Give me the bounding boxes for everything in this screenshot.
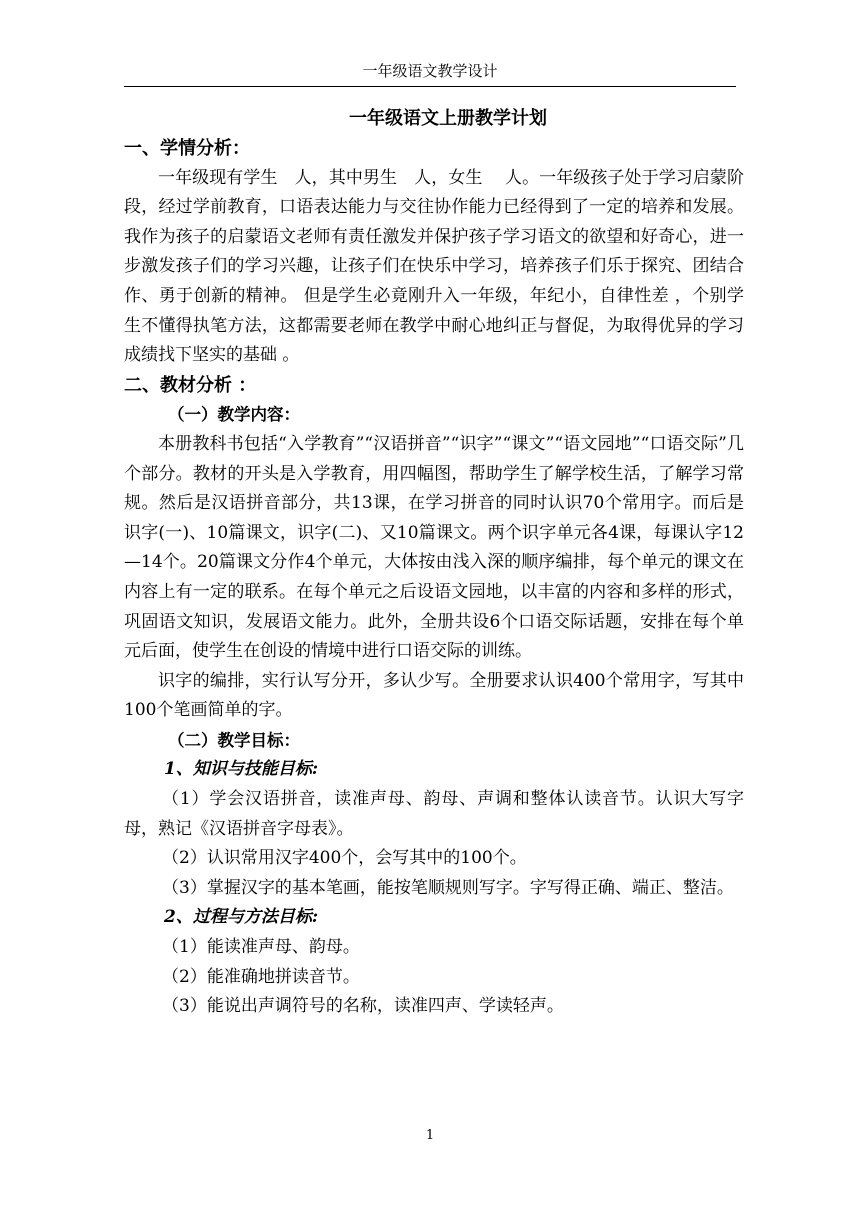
literacy-paragraph: 识字的编排，实行认写分开，多认少写。全册要求认识400个常用字，写其中100个笔画简单的字。 (124, 670, 744, 721)
section-heading-analysis: 一、学情分析： (124, 138, 250, 159)
goal-item: （3）能说出声调符号的名称，读准四声、学读轻声。 (162, 996, 564, 1017)
subheading-content: （一）教学内容： (168, 405, 300, 425)
document-body (124, 134, 744, 1022)
analysis-paragraph: 一年级现有学生 人，其中男生 人，女生 人。一年级孩子处于学习启蒙阶段，经过学前教育，口语表达能力与交往协作能力已经得到了一定的培养和发展。我作为孩子的启蒙语文老师有责任激发并保护孩子学习语文的欲望和好奇心，进一步激发孩子们的学习兴趣，让孩子们在快乐中学习，培养孩子们乐于探究、团结合作、勇于创新的精神。 但是学生必竟刚升入一年级，年纪小，自律性差 ，个别学生不懂得执笔方法，这都需要老师在教学中耐心地纠正与督促，为取得优异的学习成绩找下坚实的基础 。 (124, 167, 744, 366)
content-paragraph: 本册教科书包括“入学教育”“汉语拼音”“识字”“课文”“语文园地”“口语交际”几个部分。教材的开头是入学教育，用四幅图，帮助学生了解学校生活，了解学习常规。然后是汉语拼音部分，共13课，在学习拼音的同时认识70个常用字。而后是识字(一)、10篇课文，识字(二)、又10篇课文。两个识字单元各4课，每课认字12—14个。20篇课文分作4个单元，大体按由浅入深的顺序编排，每个单元的课文在内容上有一定的联系。在每个单元之后设语文园地，以丰富的内容和多样的形式，巩固语文知识，发展语文能力。此外，全册共设6个口语交际话题，安排在每个单元后面，使学生在创设的情境中进行口语交际的训练。 (124, 433, 744, 662)
goal-item: （2）能准确地拼读音节。 (162, 966, 360, 987)
subheading-goals: （二）教学目标： (168, 730, 300, 750)
section-heading-textbook: 二、教材分析 ： (124, 374, 257, 396)
goal-item: （1）学会汉语拼音，读准声母、韵母、声调和整体认读音节。认识大写字母，熟记《汉语拼音字母表》。 (124, 789, 744, 839)
document-title: 一年级语文上册教学计划 (349, 108, 547, 129)
goal-item: （3）掌握汉字的基本笔画，能按笔顺规则写字。字写得正确、端正、整洁。 (162, 877, 734, 898)
page-header: 一年级语文教学设计 (362, 62, 498, 80)
page-number: 1 (425, 1128, 435, 1143)
goal-item: （1）能读准声母、韵母。 (162, 937, 360, 958)
header-rule (124, 86, 736, 87)
goal-item: （2）认识常用汉字400个，会写其中的100个。 (162, 848, 527, 869)
goal-heading-process: 2、过程与方法目标: (164, 907, 319, 928)
goal-heading-knowledge: 1、知识与技能目标: (164, 759, 319, 780)
